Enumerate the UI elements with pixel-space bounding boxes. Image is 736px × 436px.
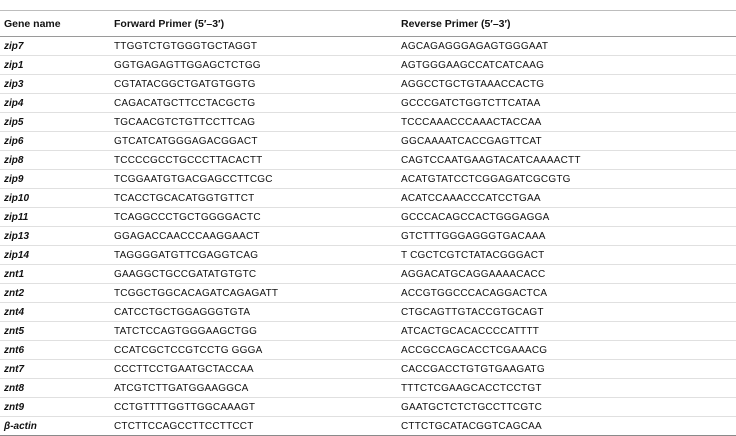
table-row (0, 56, 736, 75)
reverse-primer-cell: AGGCCTGCTGTAAACCACTG (401, 78, 545, 90)
gene-name-cell: zip7 (4, 40, 24, 52)
forward-primer-cell: ATCGTCTTGATGGAAGGCA (114, 382, 249, 394)
forward-primer-cell: TCGGCTGGCACAGATCAGAGATT (114, 287, 279, 299)
gene-name-cell: znt4 (4, 306, 24, 318)
table-row (0, 208, 736, 227)
forward-primer-cell: CATCCTGCTGGAGGGTGTA (114, 306, 251, 318)
gene-name-cell: zip13 (4, 230, 30, 242)
forward-primer-cell: GTCATCATGGGAGACGGACT (114, 135, 258, 147)
reverse-primer-cell: ACCGCCAGCACCTCGAAACG (401, 344, 548, 356)
reverse-primer-cell: CACCGACCTGTGTGAAGATG (401, 363, 545, 375)
table-body (0, 37, 736, 436)
gene-name-cell: znt5 (4, 325, 24, 337)
gene-name-cell: β-actin (4, 420, 37, 432)
forward-primer-cell: TCGGAATGTGACGAGCCTTCGC (114, 173, 273, 185)
forward-primer-cell: CCTGTTTTGGTTGGCAAAGT (114, 401, 256, 413)
primer-table (0, 10, 736, 436)
forward-primer-cell: TAGGGGATGTTCGAGGTCAG (114, 249, 259, 261)
forward-primer-cell: CAGACATGCTTCCTACGCTG (114, 97, 256, 109)
table-row (0, 379, 736, 398)
gene-name-cell: zip6 (4, 135, 24, 147)
table-row (0, 170, 736, 189)
reverse-primer-cell: GCCCGATCTGGTCTTCATAA (401, 97, 541, 109)
forward-primer-cell: TCAGGCCCTGCTGGGGACTC (114, 211, 261, 223)
reverse-primer-cell: AGTGGGAAGCCATCATCAAG (401, 59, 545, 71)
table-row (0, 398, 736, 417)
forward-primer-cell: TCACCTGCACATGGTGTTCT (114, 192, 255, 204)
gene-name-cell: znt1 (4, 268, 24, 280)
table-row (0, 189, 736, 208)
table-row (0, 265, 736, 284)
table-row (0, 246, 736, 265)
table-row (0, 360, 736, 379)
reverse-primer-cell: ATCACTGCACACCCCATTTT (401, 325, 540, 337)
gene-name-cell: zip8 (4, 154, 24, 166)
header-gene-name: Gene name (4, 17, 61, 30)
reverse-primer-cell: TCCCAAACCCAAACTACCAA (401, 116, 542, 128)
table-row (0, 322, 736, 341)
forward-primer-cell: TATCTCCAGTGGGAAGCTGG (114, 325, 258, 337)
reverse-primer-cell: CAGTCCAATGAAGTACATCAAAACTT (401, 154, 581, 166)
forward-primer-cell: TCCCCGCCTGCCCTTACACTT (114, 154, 263, 166)
table-row (0, 37, 736, 56)
reverse-primer-cell: GAATGCTCTCTGCCTTCGTC (401, 401, 543, 413)
reverse-primer-cell: AGCAGAGGGAGAGTGGGAAT (401, 40, 549, 52)
gene-name-cell: zip1 (4, 59, 24, 71)
forward-primer-cell: GGTGAGAGTTGGAGCTCTGG (114, 59, 261, 71)
forward-primer-cell: GAAGGCTGCCGATATGTGTC (114, 268, 257, 280)
forward-primer-cell: CCCTTCCTGAATGCTACCAA (114, 363, 254, 375)
forward-primer-cell: TGCAACGTCTGTTCCTTCAG (114, 116, 256, 128)
gene-name-cell: znt8 (4, 382, 24, 394)
reverse-primer-cell: GGCAAAATCACCGAGTTCAT (401, 135, 542, 147)
table-row (0, 284, 736, 303)
reverse-primer-cell: T CGCTCGTCTATACGGGACT (401, 249, 545, 261)
gene-name-cell: znt6 (4, 344, 24, 356)
header-forward-primer: Forward Primer (5′–3′) (114, 17, 225, 30)
top-spacer (0, 0, 736, 10)
reverse-primer-cell: GTCTTTGGGAGGGTGACAAA (401, 230, 546, 242)
forward-primer-cell: CTCTTCCAGCCTTCCTTCCT (114, 420, 254, 432)
gene-name-cell: zip3 (4, 78, 24, 90)
forward-primer-cell: CGTATACGGCTGATGTGGTG (114, 78, 256, 90)
header-row (0, 11, 736, 37)
table-header (0, 11, 736, 37)
gene-name-cell: znt9 (4, 401, 24, 413)
reverse-primer-cell: ACATCCAAACCCATCCTGAA (401, 192, 541, 204)
reverse-primer-cell: AGGACATGCAGGAAAACACC (401, 268, 546, 280)
reverse-primer-cell: TTTCTCGAAGCACCTCCTGT (401, 382, 542, 394)
reverse-primer-cell: ACATGTATCCTCGGAGATCGCGTG (401, 173, 571, 185)
table-row (0, 151, 736, 170)
forward-primer-cell: TTGGTCTGTGGGTGCTAGGT (114, 40, 258, 52)
gene-name-cell: znt2 (4, 287, 24, 299)
forward-primer-cell: GGAGACCAACCCAAGGAACT (114, 230, 260, 242)
table-row (0, 75, 736, 94)
table-row (0, 303, 736, 322)
gene-name-cell: znt7 (4, 363, 24, 375)
reverse-primer-cell: CTGCAGTTGTACCGTGCAGT (401, 306, 544, 318)
reverse-primer-cell: ACCGTGGCCCACAGGACTCA (401, 287, 548, 299)
reverse-primer-cell: CTTCTGCATACGGTCAGCAA (401, 420, 542, 432)
table-row (0, 113, 736, 132)
gene-name-cell: zip11 (4, 211, 29, 223)
gene-name-cell: zip10 (4, 192, 30, 204)
gene-name-cell: zip9 (4, 173, 24, 185)
table-row (0, 341, 736, 360)
header-reverse-primer: Reverse Primer (5′–3′) (401, 17, 511, 30)
gene-name-cell: zip5 (4, 116, 24, 128)
forward-primer-cell: CCATCGCTCCGTCCTG GGGA (114, 344, 263, 356)
reverse-primer-cell: GCCCACAGCCACTGGGAGGA (401, 211, 550, 223)
gene-name-cell: zip14 (4, 249, 30, 261)
table-row (0, 94, 736, 113)
gene-name-cell: zip4 (4, 97, 24, 109)
table-row (0, 132, 736, 151)
table-row (0, 227, 736, 246)
